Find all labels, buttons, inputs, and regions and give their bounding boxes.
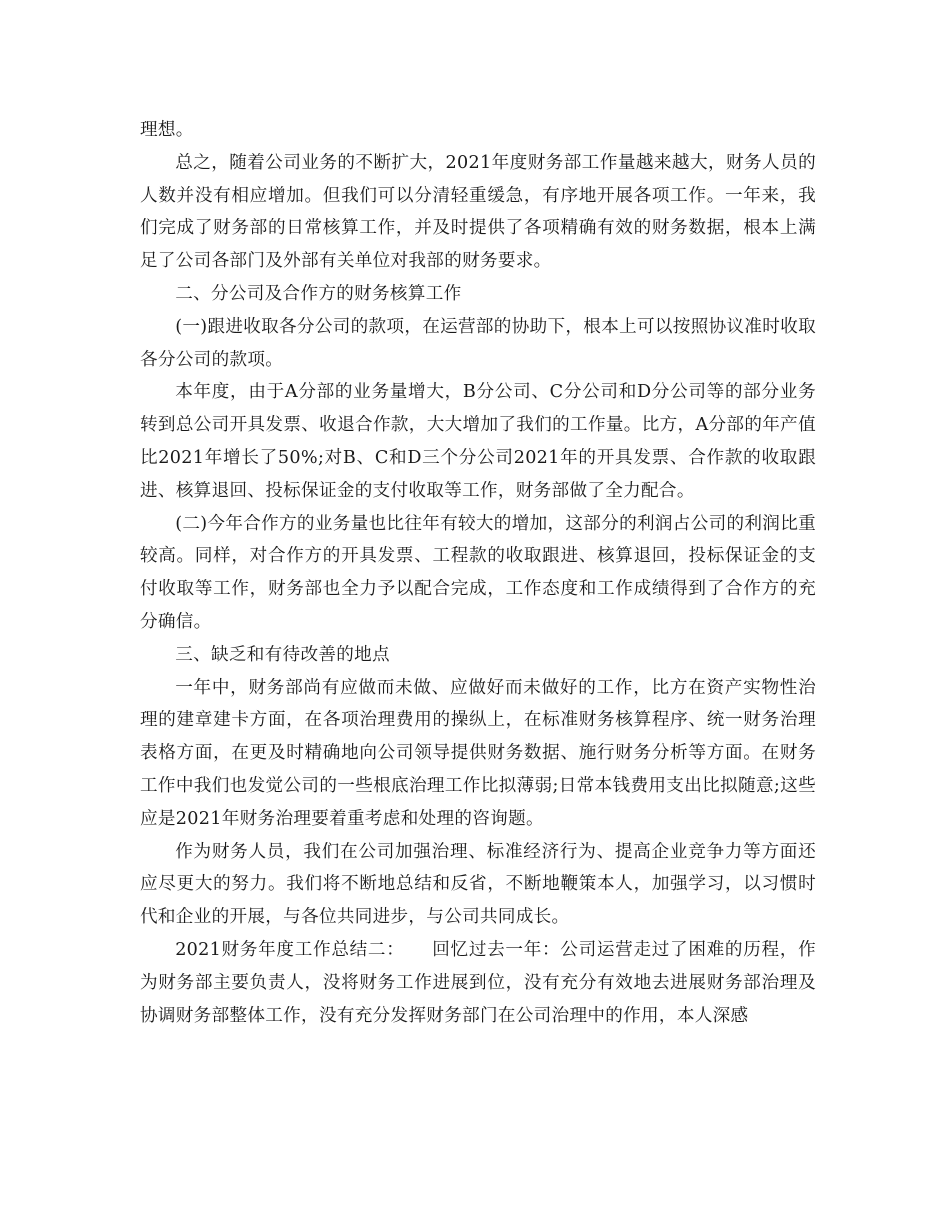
section-heading: 二、分公司及合作方的财务核算工作 (175, 283, 462, 304)
paragraph: 作为财务人员，我们在公司加强治理、标准经济行为、提高企业竞争力等方面还应尽更大的努力。我们将不断地总结和反省，不断地鞭策本人，加强学习，以习惯时代和企业的开展，与各位共同进步，与公司共同成长。 (140, 841, 816, 928)
paragraph: 2021财务年度工作总结二： 回忆过去一年：公司运营走过了困难的历程，作为财务部主要负责人，没将财务工作进展到位，没有充分有效地去进展财务部治理及协调财务部整体工作，没有充分发挥财务部门在公司治理中的作用，本人深感 (140, 939, 816, 1026)
paragraph: 理想。 (140, 120, 194, 140)
section-heading: 三、缺乏和有待改善的地点 (175, 644, 390, 665)
paragraph: (一)跟进收取各分公司的款项，在运营部的协助下，根本上可以按照协议准时收取各分公司的款项。 (140, 316, 816, 370)
paragraph: 一年中，财务部尚有应做而未做、应做好而未做好的工作，比方在资产实物性治理的建章建卡方面，在各项治理费用的操纵上，在标准财务核算程序、统一财务治理表格方面，在更及时精确地向公司领导提供财务数据、施行财务分析等方面。在财务工作中我们也发觉公司的一些根底治理工作比拟薄弱;日常本钱费用支出比拟随意;这些应是2021年财务治理要着重考虑和处理的咨询题。 (140, 677, 816, 829)
paragraph: (二)今年合作方的业务量也比往年有较大的增加，这部分的利润占公司的利润比重较高。同样，对合作方的开具发票、工程款的收取跟进、核算退回，投标保证金的支付收取等工作，财务部也全力予以配合完成，工作态度和工作成绩得到了合作方的充分确信。 (140, 513, 816, 632)
paragraph: 总之，随着公司业务的不断扩大，2021年度财务部工作量越来越大，财务人员的人数并没有相应增加。但我们可以分清轻重缓急，有序地开展各项工作。一年来，我们完成了财务部的日常核算工作，并及时提供了各项精确有效的财务数据，根本上满足了公司各部门及外部有关单位对我部的财务要求。 (140, 152, 816, 272)
document-body (140, 114, 816, 1032)
paragraph: 本年度，由于A分部的业务量增大，B分公司、C分公司和D分公司等的部分业务转到总公司开具发票、收退合作款，大大增加了我们的工作量。比方，A分部的年产值比2021年增长了50%;对B、C和D三个分公司2021年的开具发票、合作款的收取跟进、核算退回、投标保证金的支付收取等工作，财务部做了全力配合。 (140, 382, 816, 501)
